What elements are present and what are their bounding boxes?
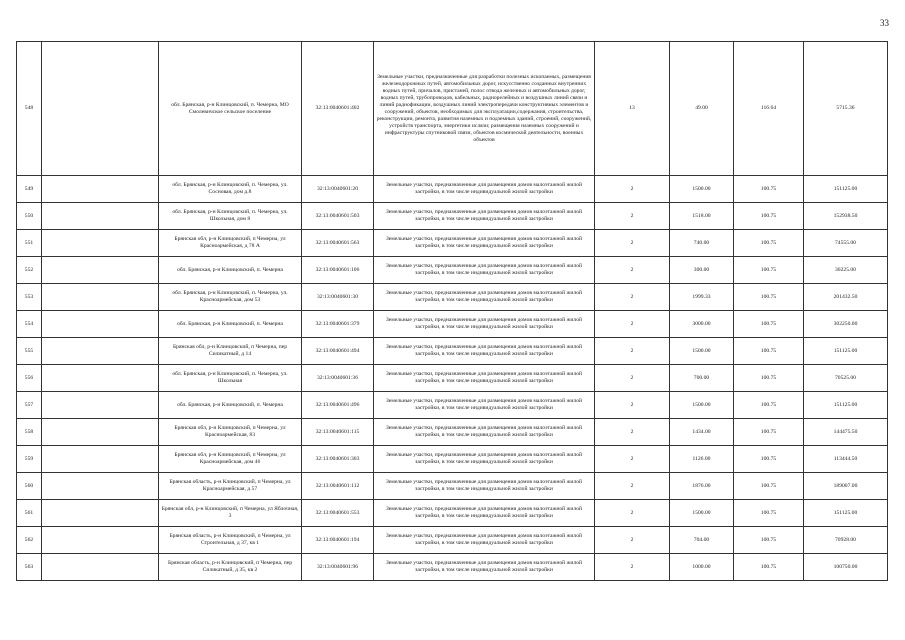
blank-cell: [42, 311, 159, 338]
area-cell: 1500.00: [670, 338, 734, 365]
cadastral-value-cell: 151125.00: [804, 392, 888, 419]
row-number: 550: [17, 203, 42, 230]
rate-cell: 116.64: [734, 42, 804, 176]
row-number: 557: [17, 392, 42, 419]
blank-cell: [42, 419, 159, 446]
rate-cell: 100.75: [734, 365, 804, 392]
area-cell: 740.00: [670, 230, 734, 257]
cadastral-number-cell: 32:13:0040601:36: [302, 365, 374, 392]
rate-cell: 100.75: [734, 203, 804, 230]
rate-cell: 100.75: [734, 257, 804, 284]
use-code-cell: 2: [595, 500, 670, 527]
area-cell: 300.00: [670, 257, 734, 284]
cadastral-number-cell: 32:13:0040601:553: [302, 500, 374, 527]
blank-cell: [42, 42, 159, 176]
cadastral-number-cell: 32:13:0040601:494: [302, 338, 374, 365]
area-cell: 1500.00: [670, 176, 734, 203]
area-cell: 3000.00: [670, 311, 734, 338]
area-cell: 1518.00: [670, 203, 734, 230]
land-use-cell: Земельные участки, предназначенные для размещения домов малоэтажной жилой застройки, в том числе индивидуальной жилой застройки: [374, 365, 595, 392]
blank-cell: [42, 446, 159, 473]
address-cell: Брянская обл, р-н Клинцовский, п Чемерна, ул Красноармейская, д 78 А: [159, 230, 302, 257]
area-cell: 704.00: [670, 527, 734, 554]
land-use-cell: Земельные участки, предназначенные для размещения домов малоэтажной жилой застройки, в том числе индивидуальной жилой застройки: [374, 284, 595, 311]
land-use-cell: Земельные участки, предназначенные для размещения домов малоэтажной жилой застройки, в том числе индивидуальной жилой застройки: [374, 473, 595, 500]
row-number: 554: [17, 311, 42, 338]
area-cell: 1999.33: [670, 284, 734, 311]
blank-cell: [42, 392, 159, 419]
address-cell: обл. Брянская, р-н Клинцовский, п. Чемерна: [159, 392, 302, 419]
page-number: 33: [880, 18, 889, 28]
land-use-cell: Земельные участки, предназначенные для размещения домов малоэтажной жилой застройки, в том числе индивидуальной жилой застройки: [374, 176, 595, 203]
table-row: [17, 176, 888, 203]
area-cell: 1500.00: [670, 392, 734, 419]
table-row: [17, 500, 888, 527]
cadastral-value-cell: 151125.00: [804, 338, 888, 365]
address-cell: обл. Брянская, р-н Клинцовский, п. Чемерна, ул. Школьная: [159, 365, 302, 392]
cadastral-number-cell: 32:13:0040601:303: [302, 446, 374, 473]
rate-cell: 100.75: [734, 284, 804, 311]
blank-cell: [42, 338, 159, 365]
table-row: [17, 473, 888, 500]
row-number: 551: [17, 230, 42, 257]
blank-cell: [42, 554, 159, 581]
table-row: [17, 446, 888, 473]
use-code-cell: 2: [595, 446, 670, 473]
row-number: 553: [17, 284, 42, 311]
area-cell: 1126.00: [670, 446, 734, 473]
cadastral-number-cell: 32:13:0040601:96: [302, 554, 374, 581]
land-use-cell: Земельные участки, предназначенные для размещения домов малоэтажной жилой застройки, в том числе индивидуальной жилой застройки: [374, 257, 595, 284]
use-code-cell: 2: [595, 311, 670, 338]
address-cell: Брянская обл, р-н Клинцовский, п Чемерна, пер Силикатный, д 14: [159, 338, 302, 365]
address-cell: Брянская обл, р-н Клинцовский, п Чемерна, ул Красноармейская, 83: [159, 419, 302, 446]
blank-cell: [42, 203, 159, 230]
row-number: 555: [17, 338, 42, 365]
cadastral-value-cell: 70928.00: [804, 527, 888, 554]
cadastral-number-cell: 32:13:0040601:30: [302, 284, 374, 311]
address-cell: обл. Брянская, р-н Клинцовский, п. Чемерна: [159, 311, 302, 338]
table-row: [17, 257, 888, 284]
address-cell: Брянская обл, р-н Клинцовский, п Чемерна, ул Красноармейская, дом 46: [159, 446, 302, 473]
cadastral-number-cell: 32:13:0040601:194: [302, 527, 374, 554]
use-code-cell: 2: [595, 365, 670, 392]
cadastral-number-cell: 32:13:0040601:106: [302, 257, 374, 284]
area-cell: 1500.00: [670, 500, 734, 527]
use-code-cell: 2: [595, 338, 670, 365]
blank-cell: [42, 473, 159, 500]
address-cell: обл. Брянская, р-н Клинцовский, п. Чемерна, ул. Школьная, дом 8: [159, 203, 302, 230]
table-row: [17, 284, 888, 311]
row-number: 562: [17, 527, 42, 554]
rate-cell: 100.75: [734, 500, 804, 527]
land-use-cell: Земельные участки, предназначенные для размещения домов малоэтажной жилой застройки, в том числе индивидуальной жилой застройки: [374, 338, 595, 365]
cadastral-value-cell: 100750.00: [804, 554, 888, 581]
address-cell: Брянская область, р-н Клинцовский, п Чемерна, ул Красноармейская, д 57: [159, 473, 302, 500]
use-code-cell: 2: [595, 230, 670, 257]
cadastral-value-cell: 70525.00: [804, 365, 888, 392]
address-cell: обл. Брянская, р-н Клинцовский, п. Чемерна, ул. Сосновая, дом д.8: [159, 176, 302, 203]
use-code-cell: 2: [595, 176, 670, 203]
rate-cell: 100.75: [734, 473, 804, 500]
address-cell: Брянская область, р-н Клинцовский, п Чемерна, ул Строительная, д 37, кв 1: [159, 527, 302, 554]
rate-cell: 100.75: [734, 392, 804, 419]
rate-cell: 100.75: [734, 554, 804, 581]
address-cell: обл. Брянская, р-н Клинцовский, п. Чемерна, МО Смолевичское сельское поселение: [159, 42, 302, 176]
land-use-cell: Земельные участки, предназначенные для размещения домов малоэтажной жилой застройки, в том числе индивидуальной жилой застройки: [374, 203, 595, 230]
row-number: 548: [17, 42, 42, 176]
row-number: 558: [17, 419, 42, 446]
table-row: [17, 554, 888, 581]
area-cell: 49.00: [670, 42, 734, 176]
table-row: [17, 42, 888, 176]
blank-cell: [42, 527, 159, 554]
area-cell: 700.00: [670, 365, 734, 392]
cadastral-value-cell: 302250.00: [804, 311, 888, 338]
land-use-cell: Земельные участки, предназначенные для размещения домов малоэтажной жилой застройки, в том числе индивидуальной жилой застройки: [374, 527, 595, 554]
row-number: 563: [17, 554, 42, 581]
address-cell: Брянская обл, р-н Клинцовский, п Чемерна, ул Яблочная, 3: [159, 500, 302, 527]
area-cell: 1000.00: [670, 554, 734, 581]
blank-cell: [42, 176, 159, 203]
cadastral-number-cell: 32:13:0040601:112: [302, 473, 374, 500]
land-use-cell: Земельные участки, предназначенные для размещения домов малоэтажной жилой застройки, в том числе индивидуальной жилой застройки: [374, 500, 595, 527]
blank-cell: [42, 284, 159, 311]
table-row: [17, 419, 888, 446]
use-code-cell: 2: [595, 203, 670, 230]
use-code-cell: 2: [595, 392, 670, 419]
use-code-cell: 2: [595, 554, 670, 581]
land-use-cell: Земельные участки, предназначенные для размещения домов малоэтажной жилой застройки, в том числе индивидуальной жилой застройки: [374, 554, 595, 581]
cadastral-value-cell: 113444.50: [804, 446, 888, 473]
area-cell: 1876.00: [670, 473, 734, 500]
land-use-cell: Земельные участки, предназначенные для размещения домов малоэтажной жилой застройки, в том числе индивидуальной жилой застройки: [374, 311, 595, 338]
rate-cell: 100.75: [734, 446, 804, 473]
table-row: [17, 338, 888, 365]
table-row: [17, 230, 888, 257]
address-cell: обл. Брянская, р-н Клинцовский, п. Чемерна: [159, 257, 302, 284]
use-code-cell: 2: [595, 257, 670, 284]
cadastral-value-cell: 189007.00: [804, 473, 888, 500]
cadastral-number-cell: 32:13:0040601:379: [302, 311, 374, 338]
rate-cell: 100.75: [734, 176, 804, 203]
blank-cell: [42, 230, 159, 257]
use-code-cell: 13: [595, 42, 670, 176]
land-use-cell: Земельные участки, предназначенные для размещения домов малоэтажной жилой застройки, в том числе индивидуальной жилой застройки: [374, 230, 595, 257]
use-code-cell: 2: [595, 284, 670, 311]
cadastral-value-cell: 30225.00: [804, 257, 888, 284]
cadastral-value-cell: 144475.50: [804, 419, 888, 446]
cadastral-number-cell: 32:13:0040601:496: [302, 392, 374, 419]
cadastral-number-cell: 32:13:0040601:503: [302, 203, 374, 230]
cadastral-number-cell: 32:13:0040601:20: [302, 176, 374, 203]
table-row: [17, 203, 888, 230]
row-number: 549: [17, 176, 42, 203]
address-cell: Брянская область, р-н Клинцовский, п Чемерна, пер Силикатный, д 35, кв 2: [159, 554, 302, 581]
use-code-cell: 2: [595, 419, 670, 446]
row-number: 561: [17, 500, 42, 527]
cadastral-value-cell: 5715.36: [804, 42, 888, 176]
rate-cell: 100.75: [734, 338, 804, 365]
cadastral-value-cell: 151125.00: [804, 500, 888, 527]
cadastral-number-cell: 32:13:0040601:402: [302, 42, 374, 176]
land-use-cell: Земельные участки, предназначенные для размещения домов малоэтажной жилой застройки, в том числе индивидуальной жилой застройки: [374, 419, 595, 446]
address-cell: обл. Брянская, р-н Клинцовский, п. Чемерна, ул. Красноармейская, дом 53: [159, 284, 302, 311]
use-code-cell: 2: [595, 527, 670, 554]
area-cell: 1434.00: [670, 419, 734, 446]
rate-cell: 100.75: [734, 527, 804, 554]
rate-cell: 100.75: [734, 311, 804, 338]
row-number: 560: [17, 473, 42, 500]
cadastral-value-cell: 152938.50: [804, 203, 888, 230]
land-use-cell: Земельные участки, предназначенные для размещения домов малоэтажной жилой застройки, в том числе индивидуальной жилой застройки: [374, 392, 595, 419]
row-number: 559: [17, 446, 42, 473]
table-row: [17, 527, 888, 554]
rate-cell: 100.75: [734, 230, 804, 257]
table-row: [17, 365, 888, 392]
blank-cell: [42, 257, 159, 284]
table-row: [17, 311, 888, 338]
cadastral-value-cell: 74555.00: [804, 230, 888, 257]
rate-cell: 100.75: [734, 419, 804, 446]
land-register-table: [16, 41, 888, 581]
table-row: [17, 392, 888, 419]
land-use-cell: Земельные участки, предназначенные для разработки полезных ископаемых, размещения железнодорожных путей, автомобильных дорог, искусственно созданных внутренних водных путей, причалов, пристаней, полос отвода железных и автомобильных дорог, водных путей, трубопроводов, кабельных, радиорелейных и воздушных линий связи и линий радиофикации, воздушных линий электропередачи конструктивных элементов и сооружений, объектов, необходимых для эксплуатации,содержания, строительства, реконструкции, ремонта, развития наземных и подземных зданий, строений, сооружений, устройств транспорта, энергетики ислязи; размещения наземных сооружений и инфраструктуры спутниковой связи, объектов космической деятельности, военных объектов: [374, 42, 595, 176]
row-number: 552: [17, 257, 42, 284]
cadastral-number-cell: 32:13:0040601:115: [302, 419, 374, 446]
cadastral-number-cell: 32:13:0040601:563: [302, 230, 374, 257]
use-code-cell: 2: [595, 473, 670, 500]
cadastral-value-cell: 151125.00: [804, 176, 888, 203]
land-use-cell: Земельные участки, предназначенные для размещения домов малоэтажной жилой застройки, в том числе индивидуальной жилой застройки: [374, 446, 595, 473]
blank-cell: [42, 365, 159, 392]
row-number: 556: [17, 365, 42, 392]
cadastral-value-cell: 201432.50: [804, 284, 888, 311]
blank-cell: [42, 500, 159, 527]
